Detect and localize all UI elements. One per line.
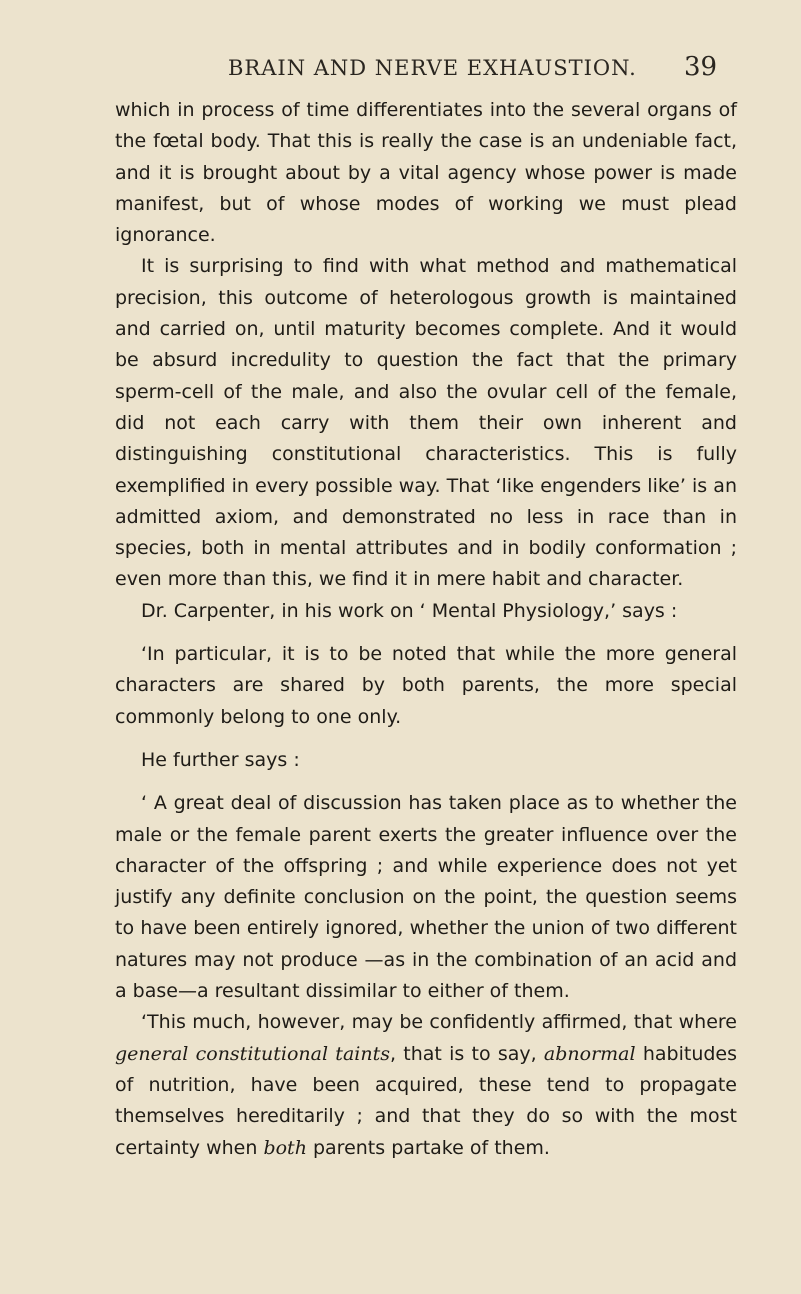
page-number: 39 bbox=[684, 52, 718, 82]
paragraph-4: He further says : bbox=[141, 748, 300, 771]
quote-paragraph-2: ‘ A great deal of discussion has taken place as to whether the male or the female parent exerts the greater influence over the character of the offspring ; and while experience does not yet justify any definite conclusion on the point, the question seems to have been entirely ignored, whether the union of two different natures may not produce —as in the combination of an acid and a base—a resultant dissimilar to either of them. bbox=[115, 792, 737, 1003]
quote-3-text-e: habitudes of nutrition, have been acquired, these tend to propagate themselves hereditarily ; and that they do so with the most certainty when bbox=[115, 1042, 738, 1159]
quote-3-text-g: parents partake of them. bbox=[306, 1136, 550, 1159]
paragraph-1: which in process of time differentiates into the several organs of the fœtal body. That this is really the case is an undeniable fact, and it is brought about by a vital agency whose power is made manifest, but of whose modes of working we must plead ignorance. bbox=[115, 99, 737, 247]
body-text bbox=[115, 95, 737, 1164]
italic-general-constitutional-taints: general constitutional taints bbox=[115, 1042, 390, 1065]
running-head: BRAIN AND NERVE EXHAUSTION. bbox=[228, 56, 637, 80]
italic-both: both bbox=[263, 1136, 307, 1159]
page-header bbox=[0, 52, 801, 92]
italic-abnormal: abnormal bbox=[543, 1042, 636, 1065]
quote-paragraph-1: ‘In particular, it is to be noted that while the more general characters are shared by both parents, the more special commonly belong to one only. bbox=[115, 643, 737, 728]
quote-3-text-c: , that is to say, bbox=[389, 1042, 544, 1065]
quote-3-text-a: ‘This much, however, may be confidently affirmed, that where bbox=[141, 1011, 737, 1034]
paragraph-2: It is surprising to find with what method and mathematical precision, this outcome of heterologous growth is maintained and carried on, until maturity becomes complete. And it would be absurd incredulity to question the fact that the primary sperm-cell of the male, and also the ovular cell of the female, did not each carry with them their own inherent and distinguishing constitutional characteristics. This is fully exemplified in every possible way. That ‘like engenders like’ is an admitted axiom, and demonstrated no less in race than in species, both in mental attributes and in bodily conformation ; even more than this, we find it in mere habit and character. bbox=[115, 255, 737, 591]
quote-paragraph-3 bbox=[115, 1007, 737, 1163]
paragraph-3: Dr. Carpenter, in his work on ‘ Mental Physiology,’ says : bbox=[141, 599, 678, 622]
